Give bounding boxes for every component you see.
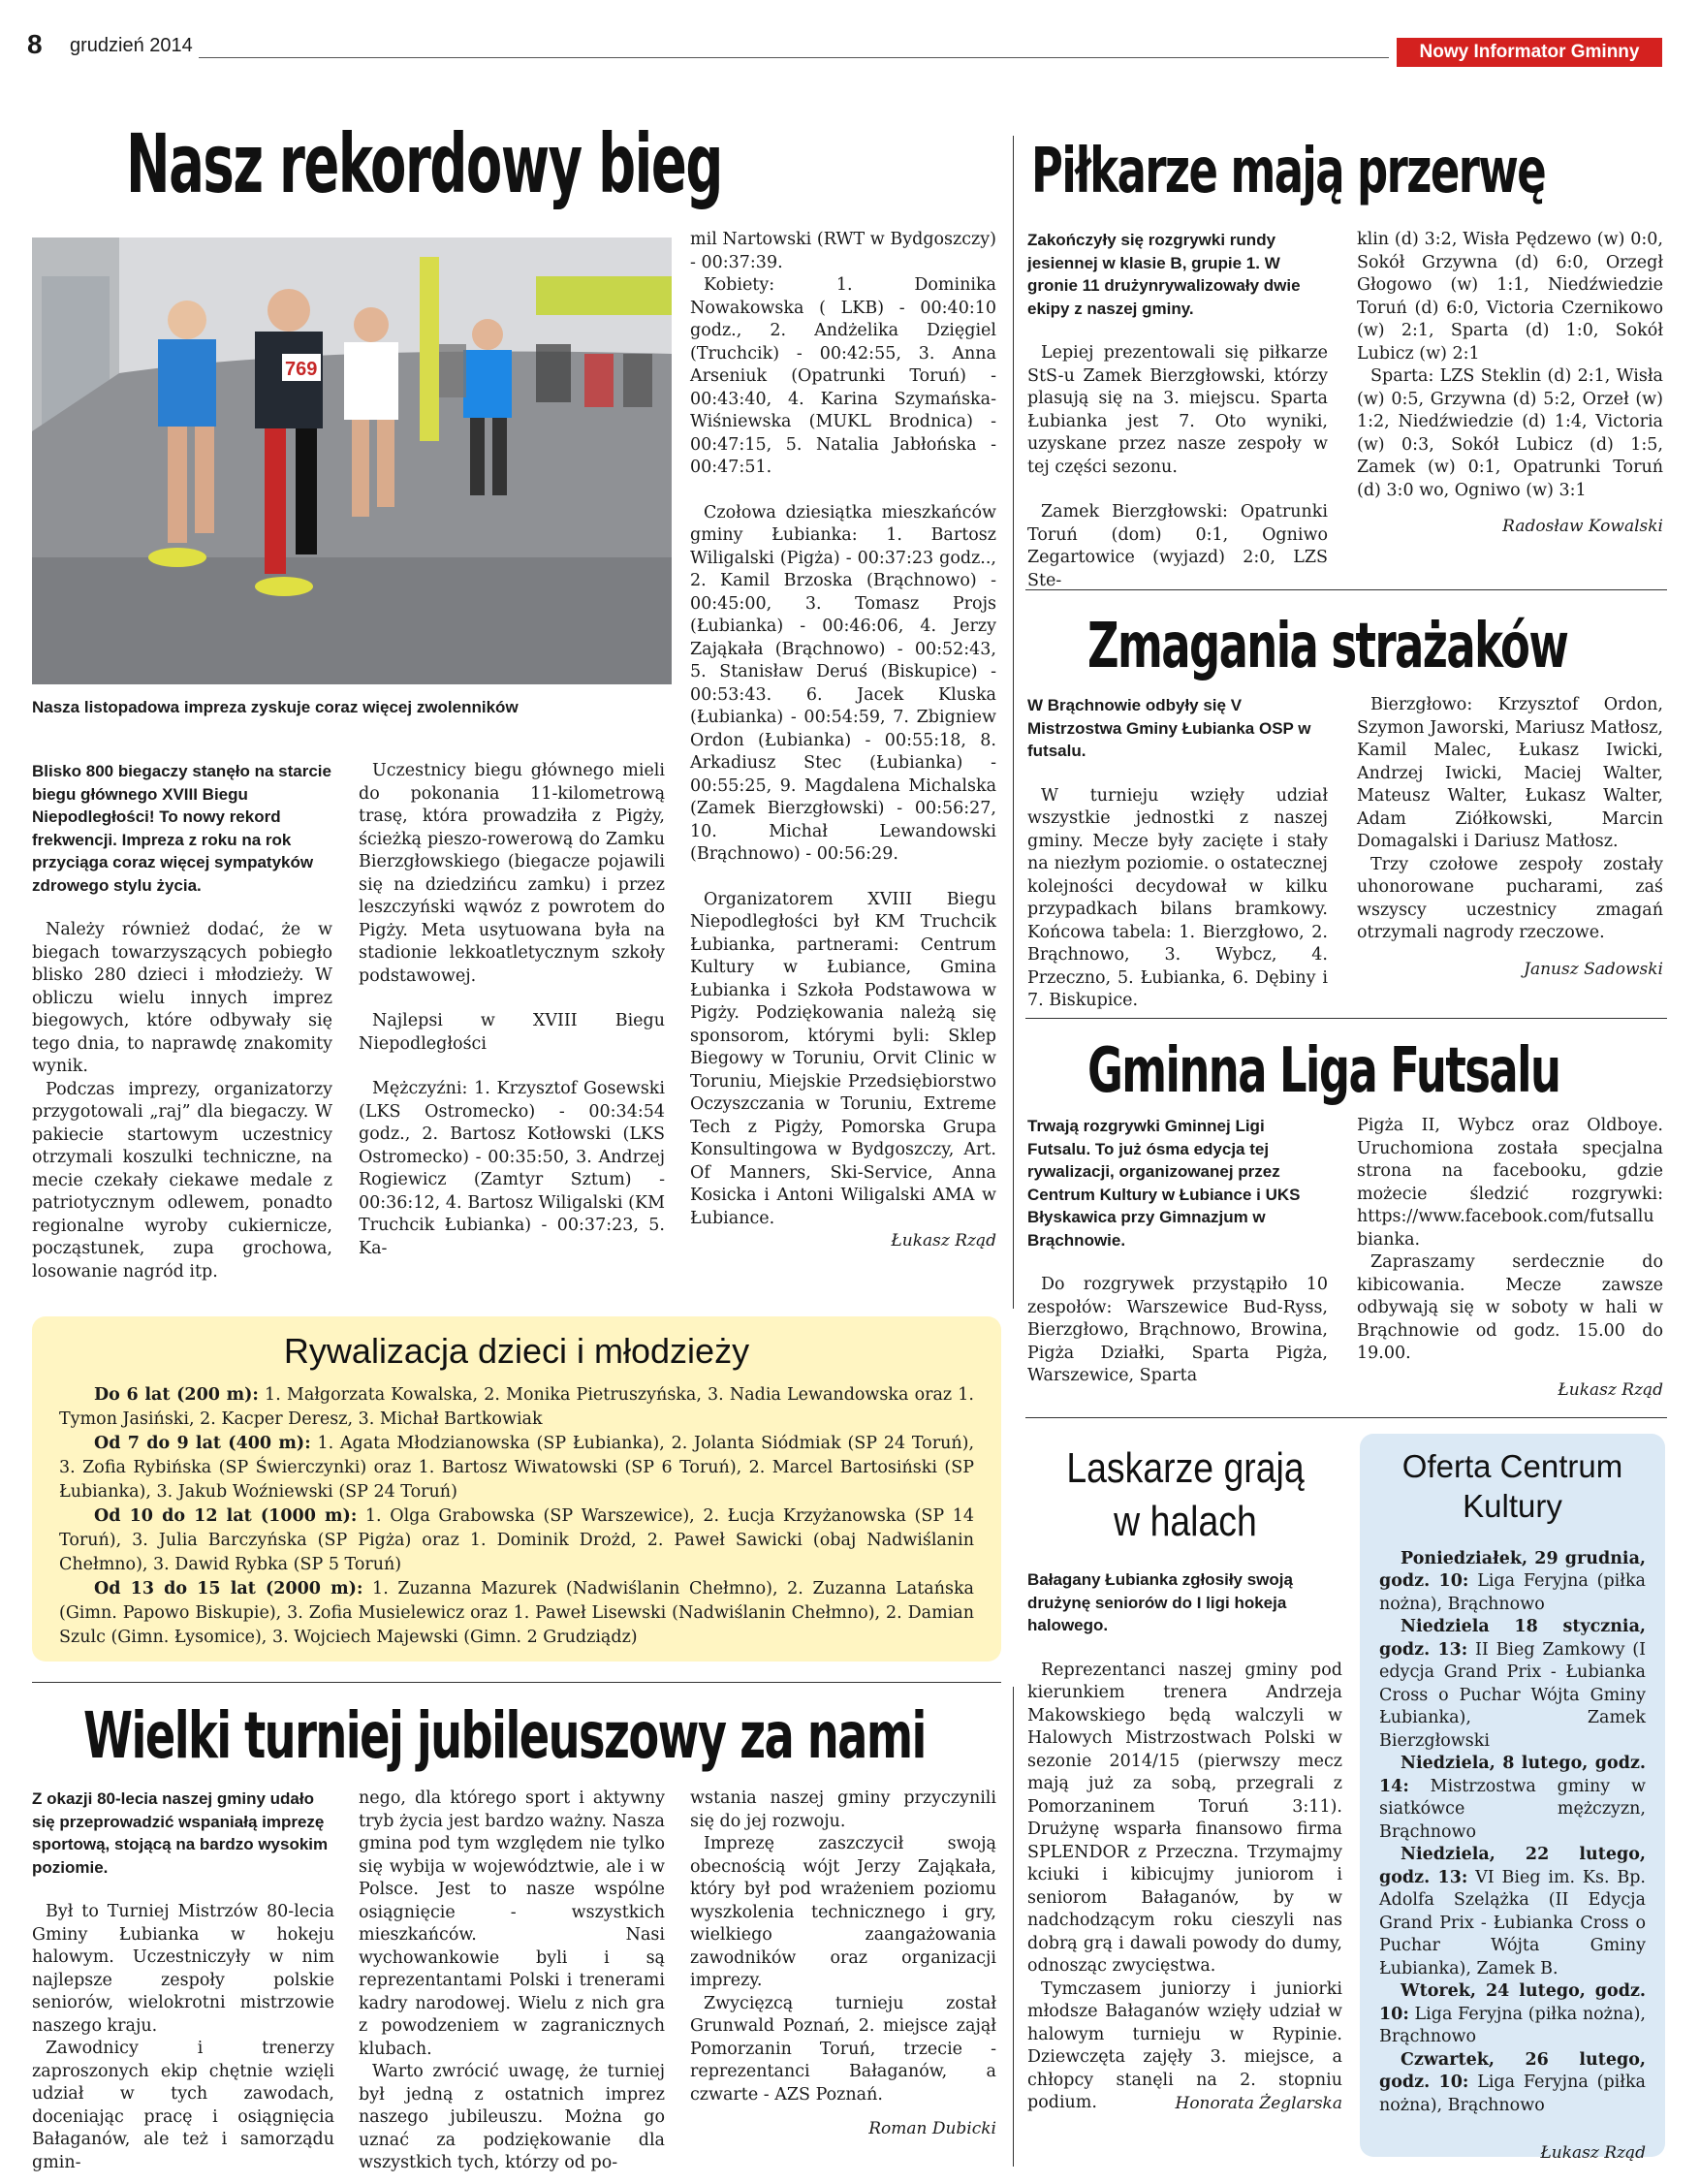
event-desc: Liga Feryjna (piłka nożna), Brąchnowo — [1379, 1571, 1646, 1614]
paragraph: Zapraszamy serdecznie do kibicowania. Mecze zawsze odbywają się w soboty w hali w Brąchnowie od godz. 15.00 do 19.00. — [1357, 1252, 1663, 1363]
group-label: Od 13 do 15 lat (2000 m): — [94, 1578, 363, 1598]
section-rule-3 — [1025, 1417, 1667, 1418]
paragraph: Organizatorem XVIII Biegu Niepodległości był KM Truchcik Łubianka, partnerami: Centrum Kultury w Łubiance, Gmina Łubianka i Szkoła Podstawowa w Pigży. Podziękowania należą się sponsorom, którymi byli: Sklep Biegowy w Toruniu, Orvit Clinic w Toruniu, Miejskie Przedsiębiorstwo Oczyszczania w Toruniu, Extreme Tech z Pigży, Pomorska Grupa Konsultingowa w Bydgoszczy, Art. Of Manners, Ski-Service, Anna Kosicka i Antoni Wiligalski AMA w Łubiance. — [690, 889, 996, 1228]
paragraph: W turnieju wzięły udział wszystkie jednostki z naszej gminy. Mecze były zacięte i stały na niezłym poziomie. o ostatecznej kolejności decydował w kilku przypadkach bilans bramkowy. Końcowa tabela: 1. Bierzgłowo, 2. Brąchnowo, 3. Wybcz, 4. Przeczno, 5. Łubianka, 6. Dębiny i 7. Biskupice. — [1027, 785, 1328, 1010]
event-item — [1379, 2049, 1646, 2118]
photo-caption: Nasza listopadowa impreza zyskuje coraz więcej zwolenników — [32, 698, 519, 716]
column-divider-bottom — [1013, 1687, 1014, 2167]
paragraph: Reprezentanci naszej gminy pod kierunkiem trenera Andrzeja Makowskiego będą walczyli w Halowych Mistrzostwach Polski w sezonie 2014/15 (pierwszy mecz mają już za sobą, przegrali z Pomorzaninem Toruń 3:11). Drużynę wsparła finansowo firma SPLENDOR z Przeczna. Trzymajmy kciuki i kibicujmy juniorom i seniorom Bałaganów, by w nadchodzącym roku cieszyli nas dobrą grą i dawali powody do dumy, odnosząc zwycięstwa. — [1027, 1660, 1342, 1976]
event-desc: Liga Feryjna (piłka nożna), Brąchnowo — [1379, 2073, 1646, 2115]
paragraph: Bierzgłowo: Krzysztof Ordon, Szymon Jaworski, Mariusz Matłosz, Kamil Malec, Łukasz Iwicki, Andrzej Iwicki, Maciej Walter, Mateusz Walter, Łukasz Walter, Adam Ziółkowski, Marcin Domagalski i Dariusz Matłosz. — [1357, 695, 1663, 851]
article-title-turniej: Wielki turniej jubileuszowy za nami — [83, 1698, 926, 1773]
section-rule-4 — [32, 1682, 1001, 1683]
article-lead: Z okazji 80-lecia naszej gminy udało się przeprowadzić wspaniałą imprezę sportową, stojącą na bardzo wysokim poziomie. — [32, 1789, 329, 1877]
event-desc: II Bieg Zamkowy (I edycja Grand Prix - Łubianka Cross o Puchar Wójta Gminy Łubianka), Zamek Bierzgłowski — [1379, 1639, 1646, 1751]
article-column — [690, 1788, 996, 2141]
article-title-bieg: Nasz rekordowy bieg — [126, 116, 722, 211]
article-lead: Blisko 800 biegaczy stanęło na starcie biegu głównego XVIII Biegu Niepodległości! To nowy rekord frekwencji. Impreza z roku na rok przyciąga coraz więcej sympatyków zdrowego stylu życia. — [32, 762, 331, 895]
paragraph: wstania naszej gminy przyczynili się do jej rozwoju. — [690, 1788, 996, 1831]
paragraph: Pigża II, Wybcz oraz Oldboye. Uruchomiona została specjalna strona na facebooku, gdzie możecie śledzić rozgrywki: https://www.facebook.com/futsallubianka. — [1357, 1116, 1663, 1250]
article-column-3 — [690, 229, 996, 1253]
article-column — [1357, 1115, 1663, 1402]
paragraph: Lepiej prezentowali się piłkarze StS-u Zamek Bierzgłowski, którzy plasują się na 3. miejscu. Sparta Łubianka jest 7. Oto wyniki, uzyskane przez nasze zespoły w tej części sezonu. — [1027, 343, 1328, 477]
paragraph: Był to Turniej Mistrzów 80-lecia Gminy Łubianka w hokeju halowym. Uczestniczyły w nim najlepsze zespoły polskie seniorów, wielokrotni mistrzowie naszego kraju. — [32, 1902, 334, 2036]
race-bib-number: 769 — [285, 359, 318, 380]
event-list — [1379, 1548, 1646, 2166]
event-desc: Mistrzostwa gminy w siatkówce mężczyzn, Brąchnowo — [1379, 1776, 1646, 1842]
page-number: 8 — [27, 29, 43, 59]
article-column-2 — [359, 760, 665, 1260]
header-rule — [199, 57, 1389, 58]
paragraph: Uczestnicy biegu głównego mieli do pokonania 11-kilometrową trasę, która prowadziła z Pigży, ścieżką pieszo-rowerową do Zamku Bierzgłowskiego (biegacze pojawili się na dziedzińcu zamku) i przez leszczyński wąwóz z powrotem do Pigży. Meta usytuowana była na stadionie lekkoatletycznym szkoły podstawowej. — [359, 761, 665, 986]
article-column — [1027, 694, 1328, 1013]
paragraph: Warto zwrócić uwagę, że turniej był jedną z ostatnich imprez naszego jubileuszu. Można go uznać za podziękowanie dla wszystkich tych, którzy od po- — [359, 2062, 665, 2172]
box-title — [1360, 1447, 1665, 1527]
event-item — [1379, 1844, 1646, 1980]
author-signature: Radosław Kowalski — [1502, 517, 1663, 536]
article-lead: Trwają rozgrywki Gminnej Ligi Futsalu. To już ósma edycja tej rywalizacji, organizowanej przez Centrum Kultury w Łubiance i UKS Błyskawica przy Gimnazjum w Brąchnowie. — [1027, 1117, 1301, 1250]
event-date: Wtorek, 24 lutego, godz. 10: — [1379, 1981, 1646, 2024]
paragraph: Należy również dodać, że w biegach towarzyszących pobiegło blisko 280 dzieci i młodzieży. W obliczu wielu innych imprez biegowych, które odbywały się tego dnia, to naprawdę znakomity wynik. — [32, 920, 332, 1076]
event-date: Niedziela 18 stycznia, godz. 13: — [1379, 1617, 1646, 1660]
group-results: 1. Małgorzata Kowalska, 2. Monika Pietruszyńska, 3. Nadia Lewandowska oraz 1. Tymon Jasiński, 2. Kacper Deresz, 3. Michał Bartkowiak — [59, 1384, 974, 1429]
paragraph: Zawodnicy i trenerzy zaproszonych ekip chętnie wzięli udział w tych zawodach, doceniając pracę i osiągnięcia Bałaganów, ale też i samorządu gmin- — [32, 2039, 334, 2172]
result-group — [59, 1432, 974, 1504]
paragraph: Mężczyźni: 1. Krzysztof Gosewski (LKS Ostromecko) - 00:34:54 godz., 2. Bartosz Kotłowski (LKS Ostromecko) - 00:35:50, 3. Andrzej Rogiewicz (Zamtyr Sztum) - 00:36:12, 4. Bartosz Wiligalski (KM Truchcik Łubianka) - 00:37:23, 5. Ka- — [359, 1079, 665, 1258]
race-photo — [32, 237, 672, 684]
youth-results-box — [32, 1316, 1001, 1662]
paragraph: Do rozgrywek przystąpiło 10 zespołów: Warszewice Bud-Ryss, Bierzgłowo, Brąchnowo, Browina, Pigża Działki, Sparta Pigża, Warszewice, Sparta — [1027, 1275, 1328, 1385]
result-group — [59, 1383, 974, 1432]
title-line: w halach — [1114, 1497, 1257, 1545]
result-group — [59, 1504, 974, 1577]
group-label: Od 7 do 9 lat (400 m): — [94, 1433, 311, 1453]
event-item — [1379, 1753, 1646, 1844]
article-column — [1357, 694, 1663, 981]
event-date: Niedziela, 8 lutego, godz. 14: — [1379, 1754, 1646, 1796]
paragraph: Zwycięzcą turnieju został Grunwald Poznań, 2. miejsce zajął Pomorzanin Toruń, trzecie - reprezentanci Bałaganów, a czwarte - AZS Poznań. — [690, 1993, 996, 2105]
article-title-strazacy: Zmagania strażaków — [1087, 611, 1568, 682]
article-column — [1027, 1568, 1342, 2115]
article-title-laskarze — [1050, 1442, 1322, 1548]
column-divider-top — [1013, 136, 1014, 1309]
article-title-futsal: Gminna Liga Futsalu — [1087, 1035, 1560, 1107]
event-date: Niedziela, 22 lutego, godz. 13: — [1379, 1845, 1646, 1887]
paragraph: Sparta: LZS Steklin (d) 2:1, Wisła (w) 0:5, Grzywna (d) 5:2, Orzeł (w) 1:2, Niedźwiedzie (d) 1:4, Victoria (w) 0:3, Sokół Lubicz (d) 1:5, Zamek (w) 0:1, Opatrunki Toruń (d) 3:0 wo, Ogniwo (w) 3:1 — [1357, 366, 1663, 500]
box-title: Rywalizacja dzieci i młodzieży — [283, 1331, 750, 1371]
paragraph: mil Nartowski (RWT w Bydgoszczy) - 00:37:39. — [690, 230, 996, 272]
title-line: Oferta Centrum — [1401, 1448, 1623, 1484]
article-lead: Bałagany Łubianka zgłosiły swoją drużynę seniorów do I ligi hokeja halowego. — [1027, 1570, 1293, 1634]
paragraph: nego, dla którego sport i aktywny tryb życia jest bardzo ważny. Nasza gmina pod tym względem nie tylko się wybija w województwie, ale i w Polsce. Jest to nasze wspólne osiągnięcie - wszystkich mieszkańców. Nasi wychowankowie byli i są reprezentantami Polski i trenerami kadry narodowej. Wielu z nich gra z powodzeniem w zagranicznych klubach. — [359, 1788, 665, 2059]
cultural-center-box — [1360, 1434, 1665, 2164]
author-signature: Janusz Sadowski — [1524, 959, 1663, 979]
event-item — [1379, 1616, 1646, 1753]
paragraph: Tymczasem juniorzy i juniorki młodsze Bałaganów wzięły udział w halowym turnieju w Rypinie. Dziewczęta zajęły 3. miejsce, a chłopcy stanęli na 2. stopniu podium. — [1027, 1978, 1342, 2112]
title-line: Kultury — [1463, 1487, 1562, 1524]
paragraph: Czołowa dziesiątka mieszkańców gminy Łubianka: 1. Bartosz Wiligalski (Pigża) - 00:37:23 godz.., 2. Kamil Brzoska (Brąchnowo) - 00:45:00, 3. Tomasz Projs (Łubianka) - 00:46:06, 4. Jerzy Zająkała (Brąchnowo) - 00:52:43, 5. Stanisław Deruś (Biskupice) - 00:53:43. 6. Jacek Kluska (Łubianka) - 00:54:59, 7. Zbigniew Ordon (Łubianka) - 00:55:18, 8. Arkadiusz Stec (Łubianka) - 00:55:25, 9. Magdalena Michalska (Zamek Bierzgłowski) - 00:56:27, 10. Michał Lewandowski (Brąchnowo) - 00:56:29. — [690, 502, 996, 864]
paragraph: Imprezę zaszczycił swoją obecnością wójt Jerzy Zająkała, który był pod wrażeniem poziomu wyszkolenia technicznego i gry, wielkiego zaangażowania zawodników oraz organizacji imprezy. — [690, 1834, 996, 1990]
paragraph: Trzy czołowe zespoły zostały uhonorowane pucharami, zaś wszyscy uczestnicy zmagań otrzymali nagrody rzeczowe. — [1357, 854, 1663, 942]
result-group — [59, 1577, 974, 1650]
masthead-badge: Nowy Informator Gminny — [1397, 38, 1662, 67]
event-date: Poniedziałek, 29 grudnia, godz. 10: — [1379, 1548, 1646, 1592]
author-signature: Łukasz Rząd — [1558, 1379, 1663, 1400]
results-list — [59, 1383, 974, 1650]
event-item — [1379, 1980, 1646, 2049]
author-signature: Roman Dubicki — [868, 2119, 996, 2138]
article-column — [359, 1788, 665, 2175]
event-date: Czwartek, 26 lutego, godz. 10: — [1379, 2049, 1646, 2093]
paragraph: Zamek Bierzgłowski: Opatrunki Toruń (dom) 0:1, Ogniwo Zegartowice (wyjazd) 2:0, LZS Ste- — [1027, 502, 1328, 590]
event-item — [1379, 1548, 1646, 1617]
author-signature: Łukasz Rząd — [891, 1231, 996, 1250]
article-column — [1027, 229, 1328, 592]
event-desc: VI Bieg im. Ks. Bp. Adolfa Szelążka (II Edycja Grand Prix - Łubianka Cross o Puchar Wójta Gminy Łubianka), Zamek B. — [1379, 1867, 1646, 1978]
group-results: 1. Olga Grabowska (SP Warszewice), 2. Łucja Krzyżanowska (SP 14 Toruń), 3. Julia Barczyńska (SP Pigża) oraz 1. Dominik Drożd, 2. Paweł Sawicki (obaj Nadwiślanin Chełmno), 3. Dawid Rybka (SP 5 Toruń) — [59, 1505, 974, 1574]
group-label: Od 10 do 12 lat (1000 m): — [94, 1505, 358, 1526]
paragraph: Podczas imprezy, organizatorzy przygotowali „raj” dla biegaczy. W pakiecie startowym uczestnicy otrzymali koszulki techniczne, na mecie czekały ciekawe medale z patriotycznym odlewem, ponadto regionalne wyroby cukiernicze, począstunek, zupa grochowa, losowanie nagród itp. — [32, 1079, 332, 1282]
event-desc: Liga Feryjna (piłka nożna), Brąchnowo — [1379, 2004, 1646, 2047]
group-results: 1. Zuzanna Mazurek (Nadwiślanin Chełmno), 2. Zuzanna Latańska (Gimn. Papowo Biskupie), 3. Zofia Musielewicz oraz 1. Paweł Lisewski (Nadwiślanin Chełmno), 2. Damian Szulc (Gimn. Łysomice), 3. Wojciech Majewski (Gimn. 2 Grudziądz) — [59, 1578, 974, 1647]
title-line: Laskarze grają — [1066, 1444, 1305, 1492]
article-lead: Zakończyły się rozgrywki rundy jesiennej w klasie B, grupie 1. W gronie 11 drużynrywalizowały dwie ekipy z naszej gminy. — [1027, 231, 1301, 318]
author-signature: Łukasz Rząd — [1540, 2143, 1646, 2164]
article-lead: W Brąchnowie odbyły się V Mistrzostwa Gminy Łubianka OSP w futsalu. — [1027, 696, 1311, 760]
section-rule-2 — [1025, 1018, 1667, 1019]
group-results: 1. Agata Młodzianowska (SP Łubianka), 2. Jolanta Siódmiak (SP 24 Toruń), 3. Zofia Rybińska (SP Świerczynki) oraz 1. Bartosz Wiwatowski (SP 6 Toruń), 2. Marcel Bartosiński (SP Łubianka), 3. Jakub Woźniewski (SP 24 Toruń) — [59, 1433, 975, 1502]
group-label: Do 6 lat (200 m): — [94, 1384, 259, 1405]
article-title-pilkarze: Piłkarze mają przerwę — [1031, 136, 1546, 207]
paragraph: Najlepsi w XVIII Biegu Niepodległości — [359, 1011, 665, 1054]
runners-image — [32, 237, 672, 684]
article-column — [1357, 229, 1663, 539]
paragraph: klin (d) 3:2, Wisła Pędzewo (w) 0:0, Sokół Grzywna (d) 6:0, Orzegł Głogowo (w) 1:1, Niedźwiedzie Toruń (d) 6:0, Victoria Czernikowo (w) 2:1, Sparta (d) 1:0, Sokół Lubicz (w) 2:1 — [1357, 230, 1663, 364]
paragraph: Kobiety: 1. Dominika Nowakowska ( LKB) - 00:40:10 godz., 2. Andżelika Dzięgiel (Truchcik) - 00:42:55, 3. Anna Arseniuk (Opatrunki Toruń) - 00:43:40, 4. Karina Szymańska-Wiśniewska (MUKL Brodnica) - 00:47:15, 5. Natalia Jabłońska - 00:47:51. — [690, 275, 996, 477]
article-column — [32, 1788, 334, 2174]
author-signature: Honorata Żeglarska — [1175, 2093, 1342, 2113]
article-column-1 — [32, 760, 332, 1283]
issue-date: grudzień 2014 — [70, 35, 193, 56]
article-column — [1027, 1115, 1328, 1388]
